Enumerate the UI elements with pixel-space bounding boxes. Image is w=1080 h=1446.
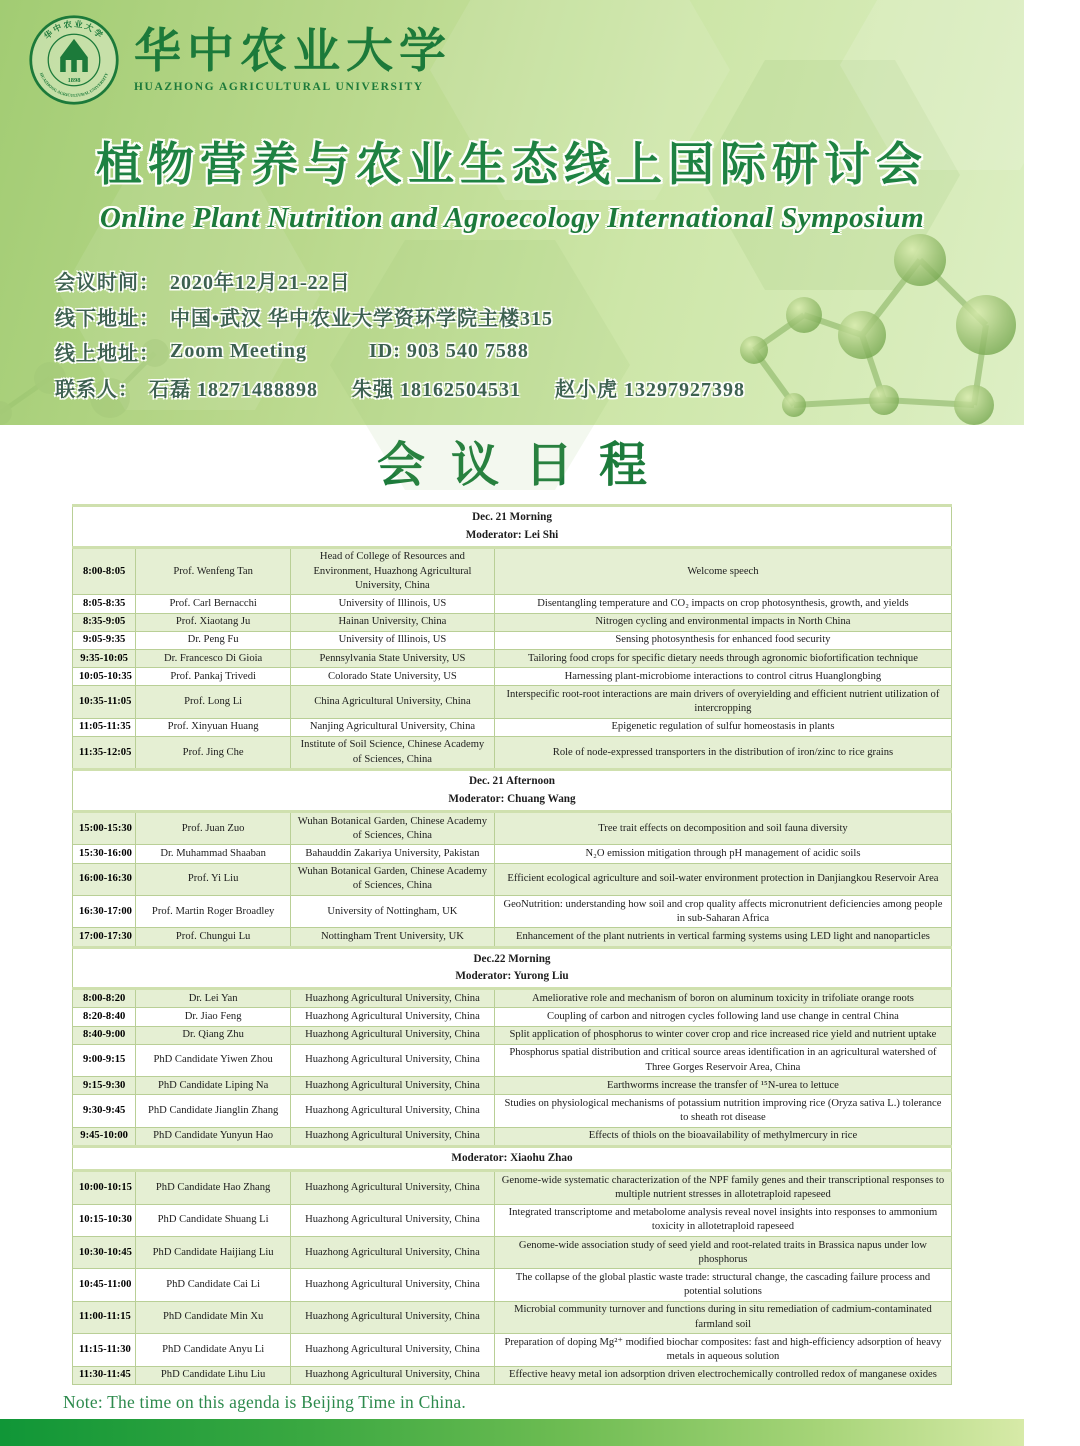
- cell-time: 10:00-10:15: [73, 1171, 136, 1204]
- cell-speaker: Prof. Chungui Lu: [136, 928, 291, 947]
- cell-speaker: PhD Candidate Haijiang Liu: [136, 1237, 291, 1269]
- agenda-row: [73, 650, 952, 668]
- cell-time: 8:00-8:20: [73, 989, 136, 1008]
- cell-talk-title: Epigenetic regulation of sulfur homeostasis in plants: [494, 718, 951, 736]
- cell-time: 10:35-11:05: [73, 686, 136, 718]
- cell-affiliation: Pennsylvania State University, US: [290, 650, 494, 668]
- cell-time: 10:30-10:45: [73, 1237, 136, 1269]
- agenda-row: [73, 613, 952, 631]
- cell-affiliation: Colorado State University, US: [290, 668, 494, 686]
- agenda-title: 会议日程: [376, 439, 673, 492]
- cell-talk-title: Tailoring food crops for specific dietary needs through agronomic biofortification technique: [494, 650, 951, 668]
- cell-talk-title: Phosphorus spatial distribution and critical source areas identification in an agricultural watershed of Three Gorges Reservoir Area, China: [494, 1044, 951, 1076]
- cell-talk-title: The collapse of the global plastic waste trade: structural change, the cascading failure process and potential solutions: [494, 1269, 951, 1301]
- cell-time: 11:30-11:45: [73, 1366, 136, 1384]
- cell-talk-title: Role of node-expressed transporters in the distribution of iron/zinc to rice grains: [494, 736, 951, 769]
- agenda-row: [73, 1026, 952, 1044]
- cell-affiliation: Nottingham Trent University, UK: [290, 928, 494, 947]
- contacts-label: 联系人：: [55, 378, 139, 401]
- cell-affiliation: Nanjing Agricultural University, China: [290, 718, 494, 736]
- agenda-row: [73, 812, 952, 845]
- contacts-line: [55, 370, 779, 406]
- cell-speaker: Prof. Juan Zuo: [136, 812, 291, 845]
- contact-item: 朱强 18162504531: [352, 378, 521, 401]
- cell-talk-title: Efficient ecological agriculture and soil-water environment protection in Danjiangkou Reservoir Area: [494, 863, 951, 895]
- cell-speaker: PhD Candidate Lihu Liu: [136, 1366, 291, 1384]
- cell-talk-title: Integrated transcriptome and metabolome analysis reveal novel insights into responses to ammonium toxicity in allotetraploid rapeseed: [494, 1204, 951, 1236]
- footer-gradient-bar: [0, 1419, 1024, 1446]
- agenda-row: [73, 1204, 952, 1236]
- meeting-time-line: [55, 263, 779, 299]
- cell-speaker: Prof. Wenfeng Tan: [136, 547, 291, 595]
- molecule-graphic: [734, 230, 1034, 430]
- section-header-row: [73, 770, 952, 812]
- seal-year: 1898: [67, 77, 81, 85]
- cell-time: 9:35-10:05: [73, 650, 136, 668]
- cell-speaker: Dr. Francesco Di Gioia: [136, 650, 291, 668]
- cell-time: 8:20-8:40: [73, 1008, 136, 1026]
- cell-time: 10:05-10:35: [73, 668, 136, 686]
- cell-time: 10:15-10:30: [73, 1204, 136, 1236]
- cell-time: 16:00-16:30: [73, 863, 136, 895]
- cell-affiliation: Huazhong Agricultural University, China: [290, 1204, 494, 1236]
- university-name-cn: 华中农业大学: [134, 25, 452, 78]
- agenda-row: [73, 1077, 952, 1095]
- cell-time: 16:30-17:00: [73, 896, 136, 928]
- agenda-row: [73, 547, 952, 595]
- cell-speaker: Dr. Peng Fu: [136, 631, 291, 649]
- section-header-row: [73, 506, 952, 548]
- cell-talk-title: Tree trait effects on decomposition and soil fauna diversity: [494, 812, 951, 845]
- cell-time: 8:00-8:05: [73, 547, 136, 595]
- cell-affiliation: China Agricultural University, China: [290, 686, 494, 718]
- cell-affiliation: University of Illinois, US: [290, 595, 494, 613]
- meeting-time-value: 2020年12月21-22日: [170, 272, 351, 295]
- online-platform-value: Zoom Meeting: [170, 340, 307, 363]
- contacts-list: [149, 373, 779, 402]
- cell-affiliation: Institute of Soil Science, Chinese Academy of Sciences, China: [290, 736, 494, 769]
- cell-time: 8:05-8:35: [73, 595, 136, 613]
- cell-affiliation: Huazhong Agricultural University, China: [290, 1127, 494, 1146]
- cell-affiliation: Bahauddin Zakariya University, Pakistan: [290, 845, 494, 863]
- cell-speaker: Dr. Qiang Zhu: [136, 1026, 291, 1044]
- agenda-row: [73, 1334, 952, 1366]
- section-header-row: [73, 1146, 952, 1170]
- section-header-cell: [73, 770, 952, 812]
- agenda-row: [73, 1366, 952, 1384]
- cell-affiliation: Huazhong Agricultural University, China: [290, 1095, 494, 1127]
- offline-address-line: [55, 299, 779, 335]
- cell-affiliation: Huazhong Agricultural University, China: [290, 1366, 494, 1384]
- agenda-table: [72, 504, 952, 1385]
- cell-talk-title: Genome-wide association study of seed yield and root-related traits in Brassica napus under low phosphorus: [494, 1237, 951, 1269]
- cell-time: 11:00-11:15: [73, 1301, 136, 1333]
- cell-speaker: Dr. Muhammad Shaaban: [136, 845, 291, 863]
- agenda-row: [73, 928, 952, 947]
- cell-talk-title: Nitrogen cycling and environmental impacts in North China: [494, 613, 951, 631]
- cell-time: 10:45-11:00: [73, 1269, 136, 1301]
- agenda-row: [73, 718, 952, 736]
- cell-affiliation: Huazhong Agricultural University, China: [290, 1044, 494, 1076]
- cell-affiliation: Huazhong Agricultural University, China: [290, 1026, 494, 1044]
- agenda-row: [73, 989, 952, 1008]
- agenda-note: Note: The time on this agenda is Beijing Time in China.: [63, 1391, 466, 1412]
- cell-speaker: Prof. Pankaj Trivedi: [136, 668, 291, 686]
- cell-speaker: PhD Candidate Anyu Li: [136, 1334, 291, 1366]
- section-header-line: Moderator: Xiaohu Zhao: [451, 1151, 573, 1164]
- cell-talk-title: GeoNutrition: understanding how soil and crop quality affects micronutrient deficiencies among people in sub-Saharan Africa: [494, 896, 951, 928]
- agenda-row: [73, 1237, 952, 1269]
- cell-talk-title: Ameliorative role and mechanism of boron on aluminum toxicity in trifoliate orange roots: [494, 989, 951, 1008]
- section-header-line: Moderator: Yurong Liu: [455, 969, 569, 982]
- cell-speaker: Prof. Xinyuan Huang: [136, 718, 291, 736]
- agenda-row: [73, 631, 952, 649]
- contact-item: 赵小虎 13297927398: [555, 378, 745, 401]
- cell-speaker: PhD Candidate Min Xu: [136, 1301, 291, 1333]
- agenda-row: [73, 1008, 952, 1026]
- cell-speaker: Prof. Xiaotang Ju: [136, 613, 291, 631]
- agenda-row: [73, 896, 952, 928]
- agenda-row: [73, 686, 952, 718]
- cell-speaker: PhD Candidate Jianglin Zhang: [136, 1095, 291, 1127]
- agenda-row: [73, 1171, 952, 1204]
- agenda-table-body: [73, 506, 952, 1385]
- cell-speaker: Prof. Jing Che: [136, 736, 291, 769]
- agenda-row: [73, 595, 952, 613]
- cell-talk-title: N₂O emission mitigation through pH management of acidic soils: [494, 845, 951, 863]
- cell-affiliation: Huazhong Agricultural University, China: [290, 1301, 494, 1333]
- cell-talk-title: Coupling of carbon and nitrogen cycles following land use change in central China: [494, 1008, 951, 1026]
- section-header-cell: [73, 1146, 952, 1170]
- meeting-time-label: 会议时间：: [55, 272, 160, 295]
- cell-speaker: PhD Candidate Liping Na: [136, 1077, 291, 1095]
- section-header-row: [73, 947, 952, 989]
- cell-affiliation: Huazhong Agricultural University, China: [290, 1077, 494, 1095]
- cell-talk-title: Preparation of doping Mg²⁺ modified biochar composites: fast and high-efficiency adsorption of heavy metals in aqueous solution: [494, 1334, 951, 1366]
- cell-talk-title: Welcome speech: [494, 547, 951, 595]
- cell-affiliation: University of Illinois, US: [290, 631, 494, 649]
- cell-speaker: PhD Candidate Yunyun Hao: [136, 1127, 291, 1146]
- cell-time: 9:05-9:35: [73, 631, 136, 649]
- cell-talk-title: Effective heavy metal ion adsorption driven electrochemically controlled redox of manganese oxides: [494, 1366, 951, 1384]
- cell-talk-title: Harnessing plant-microbiome interactions to control citrus Huanglongbing: [494, 668, 951, 686]
- cell-talk-title: Effects of thiols on the bioavailability of methylmercury in rice: [494, 1127, 951, 1146]
- cell-affiliation: Huazhong Agricultural University, China: [290, 1008, 494, 1026]
- cell-affiliation: Head of College of Resources and Environment, Huazhong Agricultural University, China: [290, 547, 494, 595]
- cell-talk-title: Interspecific root-root interactions are main drivers of overyielding and efficient nutrient utilization of intercropping: [494, 686, 951, 718]
- cell-time: 11:35-12:05: [73, 736, 136, 769]
- cell-affiliation: Huazhong Agricultural University, China: [290, 1334, 494, 1366]
- cell-talk-title: Earthworms increase the transfer of ¹⁵N-urea to lettuce: [494, 1077, 951, 1095]
- cell-time: 11:15-11:30: [73, 1334, 136, 1366]
- cell-talk-title: Disentangling temperature and CO₂ impacts on crop photosynthesis, growth, and yields: [494, 595, 951, 613]
- cell-speaker: Prof. Carl Bernacchi: [136, 595, 291, 613]
- cell-speaker: PhD Candidate Hao Zhang: [136, 1171, 291, 1204]
- section-header-line: Dec.22 Morning: [473, 952, 551, 965]
- section-header-cell: [73, 947, 952, 989]
- cell-talk-title: Genome-wide systematic characterization of the NPF family genes and their transcriptional responses to multiple nutrient stresses in allotetraploid rapeseed: [494, 1171, 951, 1204]
- meeting-info: [55, 263, 779, 405]
- svg-text:华中农业大学: 华中农业大学: [42, 19, 106, 42]
- section-header-line: Moderator: Lei Shi: [465, 528, 559, 541]
- offline-address-value: 中国•武汉 华中农业大学资环学院主楼315: [170, 307, 554, 330]
- cell-time: 17:00-17:30: [73, 928, 136, 947]
- cell-speaker: Dr. Lei Yan: [136, 989, 291, 1008]
- agenda-row: [73, 1301, 952, 1333]
- cell-time: 9:45-10:00: [73, 1127, 136, 1146]
- agenda-row: [73, 845, 952, 863]
- cell-affiliation: Hainan University, China: [290, 613, 494, 631]
- section-header-line: Dec. 21 Morning: [472, 511, 552, 524]
- cell-time: 11:05-11:35: [73, 718, 136, 736]
- cell-speaker: PhD Candidate Yiwen Zhou: [136, 1044, 291, 1076]
- symposium-title-cn: 植物营养与农业生态线上国际研讨会: [96, 139, 928, 190]
- cell-talk-title: Sensing photosynthesis for enhanced food security: [494, 631, 951, 649]
- cell-speaker: PhD Candidate Cai Li: [136, 1269, 291, 1301]
- cell-time: 8:35-9:05: [73, 613, 136, 631]
- cell-speaker: PhD Candidate Shuang Li: [136, 1204, 291, 1236]
- cell-affiliation: Huazhong Agricultural University, China: [290, 1171, 494, 1204]
- cell-speaker: Prof. Martin Roger Broadley: [136, 896, 291, 928]
- cell-affiliation: Huazhong Agricultural University, China: [290, 1269, 494, 1301]
- university-name-en: HUAZHONG AGRICULTURAL UNIVERSITY: [134, 81, 424, 94]
- cell-speaker: Dr. Jiao Feng: [136, 1008, 291, 1026]
- cell-talk-title: Studies on physiological mechanisms of potassium nutrition improving rice (Oryza sativa L.) tolerance to sheath rot disease: [494, 1095, 951, 1127]
- zoom-meeting-id: ID: 903 540 7588: [368, 340, 529, 363]
- agenda-row: [73, 1269, 952, 1301]
- online-address-label: 线上地址：: [55, 343, 160, 366]
- university-brand: [28, 14, 452, 106]
- agenda-section: [0, 425, 1024, 1413]
- cell-talk-title: Microbial community turnover and functions during in situ remediation of cadmium-contaminated farmland soil: [494, 1301, 951, 1333]
- cell-time: 15:30-16:00: [73, 845, 136, 863]
- svg-text:HUAZHONG AGRICULTURAL UNIVERSI: HUAZHONG AGRICULTURAL UNIVERSITY: [38, 71, 110, 98]
- banner: [0, 0, 1024, 425]
- cell-affiliation: University of Nottingham, UK: [290, 896, 494, 928]
- cell-time: 9:00-9:15: [73, 1044, 136, 1076]
- online-address-line: [55, 334, 779, 370]
- cell-time: 9:15-9:30: [73, 1077, 136, 1095]
- university-seal-logo: [28, 14, 120, 106]
- agenda-row: [73, 1044, 952, 1076]
- contact-item: 石磊 18271488898: [149, 378, 318, 401]
- symposium-title-en: Online Plant Nutrition and Agroecology International Symposium: [99, 202, 925, 234]
- offline-address-label: 线下地址：: [55, 307, 160, 330]
- agenda-row: [73, 736, 952, 769]
- section-header-line: Dec. 21 Afternoon: [468, 775, 556, 788]
- cell-talk-title: Split application of phosphorus to winter cover crop and rice increased rice yield and nutrient uptake: [494, 1026, 951, 1044]
- cell-affiliation: Wuhan Botanical Garden, Chinese Academy of Sciences, China: [290, 812, 494, 845]
- section-header-line: Moderator: Chuang Wang: [448, 792, 576, 805]
- agenda-row: [73, 668, 952, 686]
- cell-time: 8:40-9:00: [73, 1026, 136, 1044]
- section-header-cell: [73, 506, 952, 548]
- cell-time: 15:00-15:30: [73, 812, 136, 845]
- agenda-row: [73, 1127, 952, 1146]
- agenda-row: [73, 863, 952, 895]
- cell-affiliation: Huazhong Agricultural University, China: [290, 1237, 494, 1269]
- cell-speaker: Prof. Long Li: [136, 686, 291, 718]
- cell-affiliation: Huazhong Agricultural University, China: [290, 989, 494, 1008]
- cell-time: 9:30-9:45: [73, 1095, 136, 1127]
- agenda-row: [73, 1095, 952, 1127]
- cell-talk-title: Enhancement of the plant nutrients in vertical farming systems using LED light and nanoparticles: [494, 928, 951, 947]
- cell-speaker: Prof. Yi Liu: [136, 863, 291, 895]
- cell-affiliation: Wuhan Botanical Garden, Chinese Academy of Sciences, China: [290, 863, 494, 895]
